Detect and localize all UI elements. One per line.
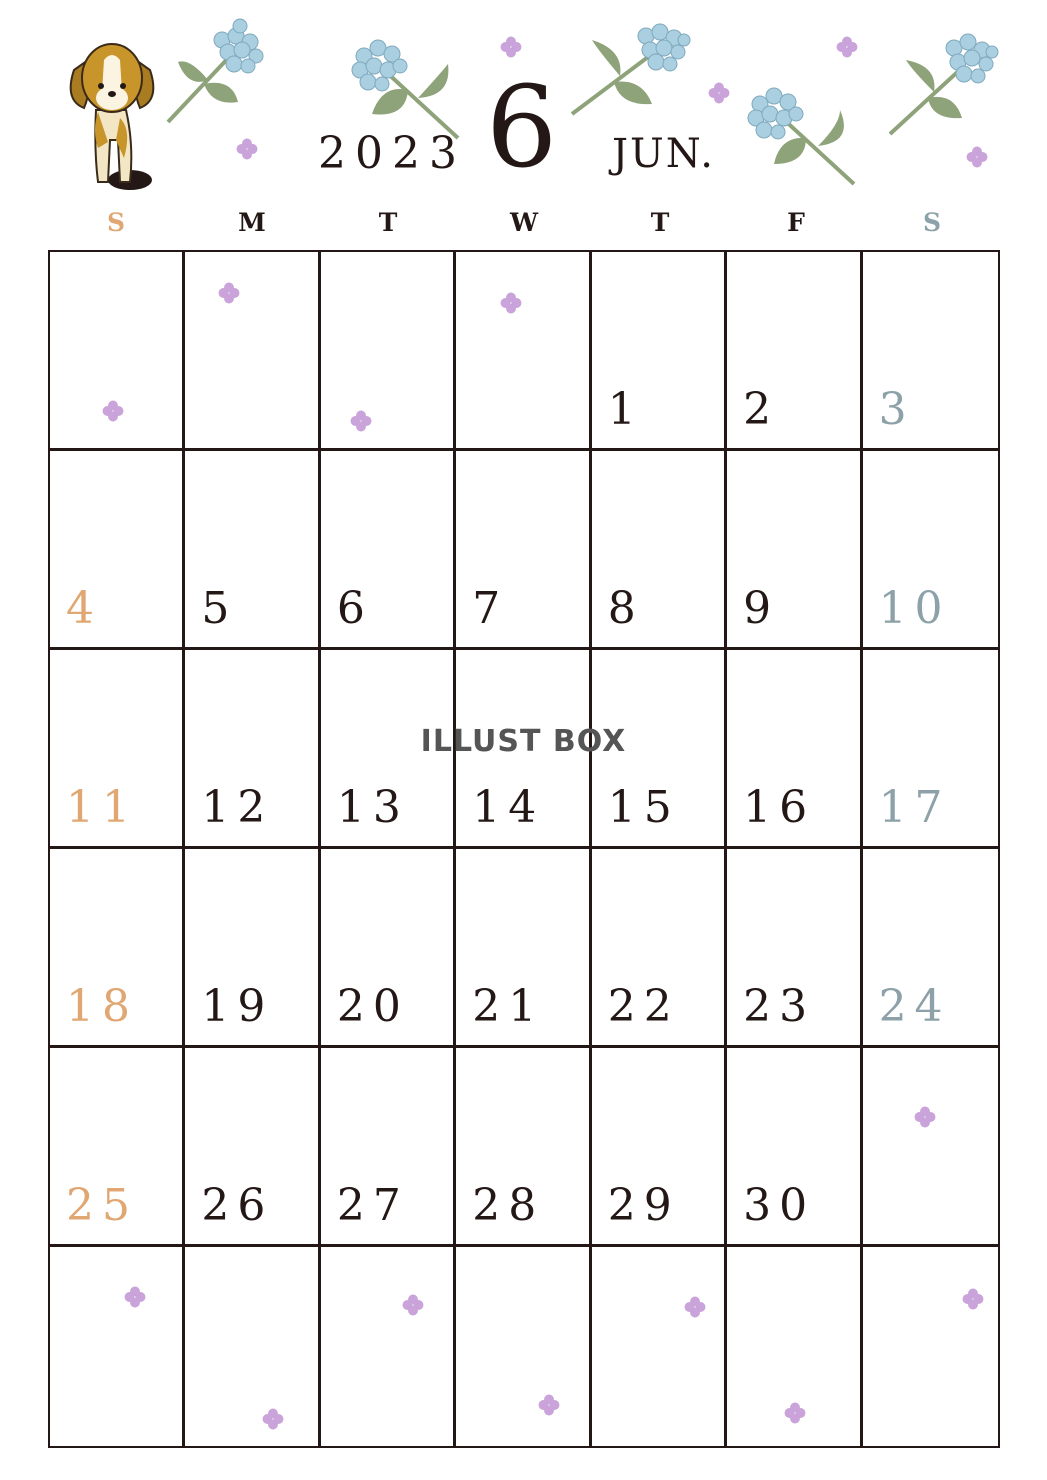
weekday-sunday: S [106,208,126,237]
petal-icon [124,1286,146,1308]
day-cell [592,252,727,451]
day-number: 27 [336,1180,409,1231]
petal-icon [684,1296,706,1318]
day-cell [727,1048,862,1247]
day-cell [456,451,591,650]
petal-icon [966,146,988,168]
petal-icon [914,1106,936,1128]
day-cell [456,252,591,451]
day-number: 23 [743,981,816,1032]
weekday-saturday: S [922,208,942,237]
day-number: 8 [607,583,644,634]
hydrangea-icon [744,80,864,190]
hydrangea-icon [160,18,280,128]
day-cell [863,451,998,650]
petal-icon [836,36,858,58]
day-cell [321,451,456,650]
calendar-header [0,0,1047,250]
weekday-tuesday: T [378,208,398,237]
day-number: 29 [607,1180,680,1231]
day-cell [50,849,185,1048]
day-number: 1 [607,384,644,435]
day-cell [185,1048,320,1247]
petal-icon [708,82,730,104]
petal-icon [102,400,124,422]
day-cell [592,1048,727,1247]
petal-icon [538,1394,560,1416]
day-number: 16 [743,782,816,833]
weekday-monday: M [238,208,266,237]
watermark: ILLUST BOX [420,724,627,759]
day-number: 5 [201,583,238,634]
petal-icon [350,410,372,432]
petal-icon [236,138,258,160]
day-cell [50,1247,185,1446]
day-number: 7 [472,583,509,634]
day-number: 3 [878,384,915,435]
day-cell [185,1247,320,1446]
day-number: 22 [607,981,680,1032]
day-number: 28 [472,1180,545,1231]
day-cell [592,849,727,1048]
day-number: 4 [66,583,102,634]
day-number: 6 [336,583,373,634]
petal-icon [218,282,240,304]
day-number: 13 [336,782,409,833]
weekday-friday: F [787,208,805,237]
dog-icon [58,30,168,195]
day-cell [727,849,862,1048]
day-cell [592,451,727,650]
day-number: 19 [201,981,274,1032]
petal-icon [262,1408,284,1430]
petal-icon [500,36,522,58]
day-cell [321,1048,456,1247]
day-cell [456,849,591,1048]
day-number: 2 [743,384,780,435]
day-cell [185,252,320,451]
petal-icon [402,1294,424,1316]
day-cell [50,1048,185,1247]
day-cell [727,451,862,650]
day-cell [592,1247,727,1446]
day-cell [321,252,456,451]
day-number: 26 [201,1180,274,1231]
petal-icon [784,1402,806,1424]
day-cell [50,451,185,650]
petal-icon [962,1288,984,1310]
day-number: 21 [472,981,545,1032]
day-cell [456,1247,591,1446]
day-number: 11 [66,782,138,833]
day-number: 17 [878,782,951,833]
day-cell [863,252,998,451]
day-cell [321,1247,456,1446]
day-number: 25 [66,1180,138,1231]
day-cell [185,849,320,1048]
day-cell [321,849,456,1048]
day-number: 12 [201,782,274,833]
calendar-grid [48,250,1000,1448]
calendar-month-name: JUN. [612,131,715,177]
day-number: 14 [472,782,545,833]
day-number: 24 [878,981,951,1032]
day-number: 18 [66,981,138,1032]
hydrangea-icon [568,20,698,120]
day-cell [863,1048,998,1247]
hydrangea-icon [884,30,1004,140]
day-cell [727,252,862,451]
day-number: 10 [878,583,951,634]
calendar-month-number: 6 [486,63,558,193]
petal-icon [500,292,522,314]
day-cell [863,1247,998,1446]
weekday-wednesday: W [509,208,539,237]
weekday-thursday: T [650,208,670,237]
day-cell [456,1048,591,1247]
day-number: 30 [743,1180,816,1231]
day-number: 15 [607,782,680,833]
day-cell [185,451,320,650]
day-cell [863,849,998,1048]
calendar-year: 2023 [318,128,466,179]
day-number: 20 [336,981,409,1032]
day-number: 9 [743,583,780,634]
